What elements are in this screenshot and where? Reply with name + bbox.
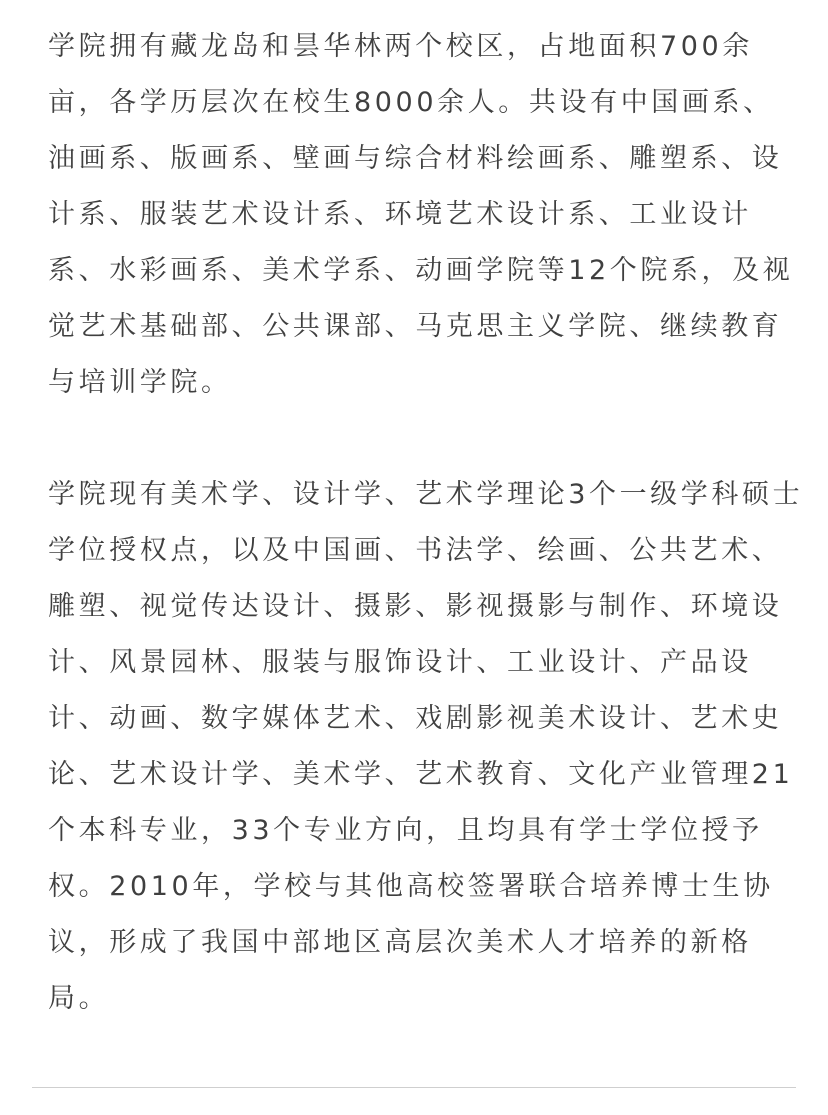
text-line: 与培训学院。: [48, 367, 232, 398]
text-line: 论、艺术设计学、美术学、艺术教育、文化产业管理21: [48, 759, 794, 790]
text-line: 亩，各学历层次在校生8000余人。共设有中国画系、: [48, 87, 774, 118]
text-line: 学院拥有藏龙岛和昙华林两个校区，占地面积700余: [48, 31, 753, 62]
text-line: 学院现有美术学、设计学、艺术学理论3个一级学科硕士: [48, 479, 804, 510]
paragraph-campus-overview: [48, 19, 794, 411]
text-line: 计、动画、数字媒体艺术、戏剧影视美术设计、艺术史: [48, 703, 783, 734]
section-divider: [32, 1087, 796, 1088]
paragraph-disciplines: [48, 467, 804, 1027]
text-line: 计、风景园林、服装与服饰设计、工业设计、产品设: [48, 647, 752, 678]
text-line: 局。: [48, 983, 110, 1014]
article-body: [48, 19, 804, 1027]
text-line: 觉艺术基础部、公共课部、马克思主义学院、继续教育: [48, 311, 783, 342]
text-line: 议，形成了我国中部地区高层次美术人才培养的新格: [48, 927, 752, 958]
text-line: 油画系、版画系、壁画与综合材料绘画系、雕塑系、设: [48, 143, 783, 174]
text-line: 计系、服装艺术设计系、环境艺术设计系、工业设计: [48, 199, 752, 230]
text-line: 学位授权点，以及中国画、书法学、绘画、公共艺术、: [48, 535, 783, 566]
text-line: 权。2010年，学校与其他高校签署联合培养博士生协: [48, 871, 774, 902]
text-line: 个本科专业，33个专业方向，且均具有学士学位授予: [48, 815, 763, 846]
text-line: 雕塑、视觉传达设计、摄影、影视摄影与制作、环境设: [48, 591, 783, 622]
text-line: 系、水彩画系、美术学系、动画学院等12个院系，及视: [48, 255, 794, 286]
